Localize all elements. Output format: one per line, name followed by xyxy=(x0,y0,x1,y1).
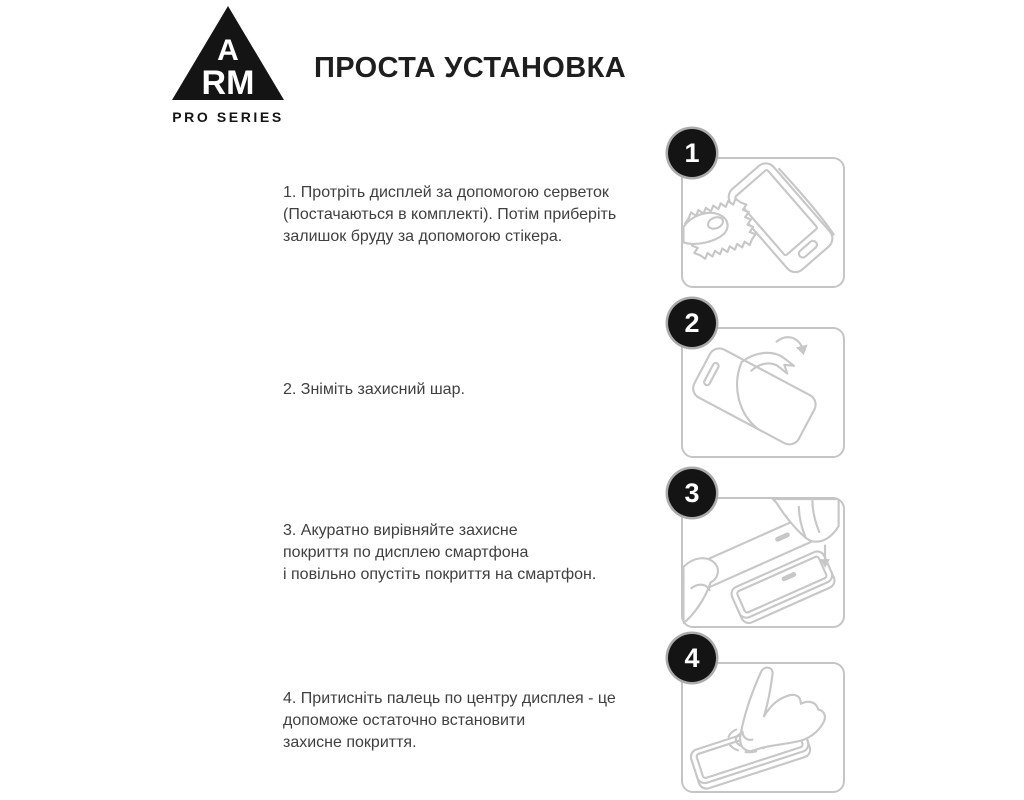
step-4-line-3: захисне покриття. xyxy=(283,734,417,751)
logo-letter-top: A xyxy=(217,34,239,67)
align-glass-over-phone-icon xyxy=(683,499,843,626)
step-1-number-badge: 1 xyxy=(668,129,716,177)
step-3-instruction xyxy=(283,520,596,586)
peel-protective-layer-icon xyxy=(683,329,843,456)
step-3-illustration-box xyxy=(681,497,845,628)
step-4-line-1: 4. Притисніть палець по центру дисплея - це xyxy=(283,690,616,707)
wipe-phone-with-cloth-icon xyxy=(683,159,843,286)
brand-triangle-icon xyxy=(170,4,286,102)
step-1-line-1: 1. Протріть дисплей за допомогою серветок xyxy=(283,184,609,201)
step-1-illustration-box xyxy=(681,157,845,288)
step-2-illustration-box xyxy=(681,327,845,458)
step-2-instruction xyxy=(283,379,465,401)
page-title: ПРОСТА УСТАНОВКА xyxy=(314,52,627,84)
step-4-line-2: допоможе остаточно встановити xyxy=(283,712,526,729)
step-3-line-2: покриття по дисплею смартфона xyxy=(283,544,529,561)
step-3-line-1: 3. Акуратно вирівняйте захисне xyxy=(283,522,518,539)
step-2-line-1: 2. Зніміть захисний шар. xyxy=(283,381,465,398)
press-center-of-display-icon xyxy=(683,664,843,791)
step-4-number-badge: 4 xyxy=(668,634,716,682)
step-2-number-badge: 2 xyxy=(668,299,716,347)
step-4-illustration-box xyxy=(681,662,845,793)
step-1-line-2: (Постачаються в комплекті). Потім приберіть xyxy=(283,206,617,223)
logo-letters-bottom: RM xyxy=(201,64,255,102)
logo-subtitle: PRO SERIES xyxy=(172,109,284,125)
step-1-instruction xyxy=(283,182,616,248)
step-1-line-3: залишок бруду за допомогою стікера. xyxy=(283,228,563,245)
step-4-instruction xyxy=(283,688,616,754)
step-3-line-3: і повільно опустіть покриття на смартфон. xyxy=(283,566,597,583)
brand-logo xyxy=(168,4,288,125)
step-3-number-badge: 3 xyxy=(668,469,716,517)
